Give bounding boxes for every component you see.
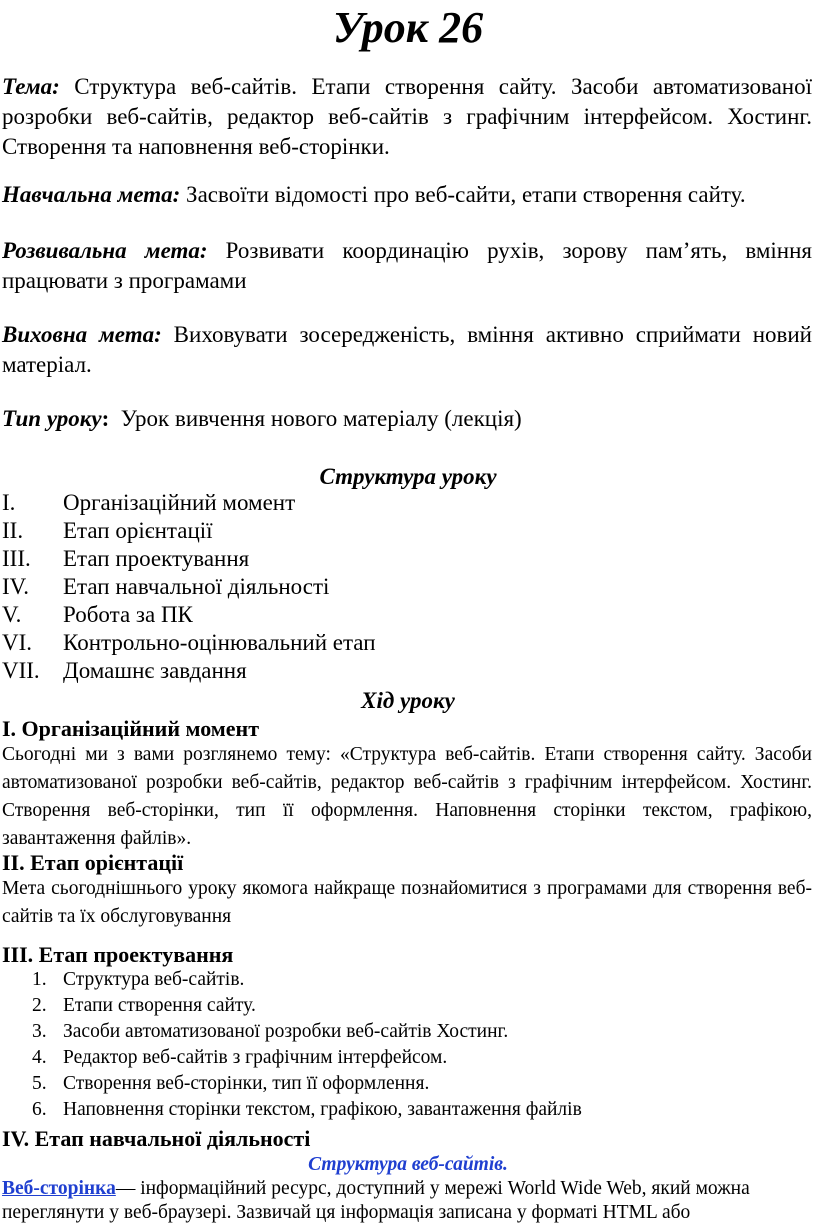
- section1-text: Сьогодні ми з вами розглянемо тему: «Структура веб-сайтів. Етапи створення сайту. Засоби автоматизованої розробки веб-сайтів, редактор веб-сайтів з графічним інтерфейсом. Хостинг. Створення веб-сторінки, тип її оформлення. Наповнення сторінки текстом, графікою, завантаження файлів».: [2, 744, 812, 849]
- list-item-text: Наповнення сторінки текстом, графікою, завантаження файлів: [63, 1099, 582, 1120]
- list-item-number: 1.: [32, 969, 47, 990]
- educational-goal-paragraph: [2, 180, 812, 210]
- list-item-number: 3.: [32, 1021, 47, 1042]
- lesson-title: Урок 26: [332, 3, 484, 52]
- list-item: [2, 489, 702, 517]
- list-item-number: 5.: [32, 1073, 47, 1094]
- list-item: [2, 629, 702, 657]
- section2-heading: II. Етап орієнтації: [2, 850, 184, 875]
- list-item-number: V.: [2, 602, 22, 627]
- list-item-text: Створення веб-сторінки, тип її оформлення.: [63, 1073, 430, 1094]
- list-item-number: VI.: [2, 630, 33, 655]
- topic-paragraph: [2, 72, 812, 162]
- list-item-text: Домашнє завдання: [63, 658, 247, 683]
- educational-goal-text: Засвоїти відомості про веб-сайти, етапи створення сайту.: [180, 182, 746, 207]
- lesson-type-colon: :: [101, 406, 110, 431]
- list-item-number: I.: [2, 490, 16, 515]
- list-item: [2, 967, 762, 993]
- list-item-number: III.: [2, 546, 31, 571]
- section2-text: Мета сьогоднішнього уроку якомога найкраще познайомитися з програмами для створення веб-сайтів та їх обслуговування: [2, 878, 812, 927]
- list-item-number: 2.: [32, 995, 47, 1016]
- section4-heading: IV. Етап навчальної діяльності: [2, 1126, 311, 1151]
- web-page-link[interactable]: Веб-сторінка: [2, 1178, 116, 1199]
- developmental-goal-label: Розвивальна мета:: [2, 238, 208, 263]
- definition-line-1: [2, 1177, 814, 1201]
- list-item: [2, 1097, 762, 1123]
- lesson-type-label: Тип уроку: [2, 406, 102, 431]
- list-item-number: II.: [2, 518, 24, 543]
- list-item-text: Етап орієнтації: [63, 518, 213, 543]
- list-item: [2, 517, 702, 545]
- progress-heading: Хід уроку: [361, 688, 455, 713]
- upbringing-goal-text: Виховувати зосередженість, вміння активно сприймати новий матеріал.: [2, 322, 812, 377]
- section1-heading: I. Організаційний момент: [2, 716, 260, 741]
- list-item: [2, 993, 762, 1019]
- developmental-goal-paragraph: [2, 236, 812, 296]
- section4-subheading: Структура веб-сайтів.: [308, 1154, 508, 1175]
- upbringing-goal-label: Виховна мета:: [2, 322, 162, 347]
- list-item: [2, 1071, 762, 1097]
- lesson-type-paragraph: [2, 404, 812, 434]
- list-item-text: Структура веб-сайтів.: [63, 969, 245, 990]
- list-item-number: 6.: [32, 1099, 47, 1120]
- educational-goal-label: Навчальна мета:: [2, 182, 181, 207]
- list-item: [2, 545, 702, 573]
- list-item: [2, 657, 702, 685]
- definition-text-1: — інформаційний ресурс, доступний у мережі World Wide Web, який можна: [115, 1178, 750, 1199]
- list-item-text: Етап навчальної діяльності: [63, 574, 330, 599]
- list-item: [2, 573, 702, 601]
- list-item-number: VII.: [2, 658, 40, 683]
- structure-heading: Структура уроку: [319, 464, 497, 489]
- list-item-text: Етап проектування: [63, 546, 250, 571]
- list-item-number: IV.: [2, 574, 30, 599]
- definition-line-2: переглянути у веб-браузері. Зазвичай ця інформація записана у форматі HTML або: [2, 1202, 691, 1223]
- plan-list: [2, 967, 762, 1123]
- list-item-text: Засоби автоматизованої розробки веб-сайтів Хостинг.: [63, 1021, 509, 1042]
- list-item: [2, 1019, 762, 1045]
- list-item-text: Робота за ПК: [63, 602, 193, 627]
- section3-heading: III. Етап проектування: [2, 942, 234, 967]
- list-item-text: Етапи створення сайту.: [63, 995, 256, 1016]
- developmental-goal-text: Розвивати координацію рухів, зорову пам’ять, вміння працювати з програмами: [2, 238, 812, 293]
- list-item: [2, 601, 702, 629]
- list-item: [2, 1045, 762, 1071]
- structure-list: [2, 489, 702, 685]
- topic-text: Структура веб-сайтів. Етапи створення сайту. Засоби автоматизованої розробки веб-сайтів, редактор веб-сайтів з графічним інтерфейсом. Хостинг. Створення та наповнення веб-сторінки.: [2, 74, 812, 159]
- list-item-text: Редактор веб-сайтів з графічним інтерфейсом.: [63, 1047, 448, 1068]
- list-item-text: Організаційний момент: [63, 490, 296, 515]
- list-item-text: Контрольно-оцінювальний етап: [63, 630, 376, 655]
- upbringing-goal-paragraph: [2, 320, 812, 380]
- topic-label: Тема:: [2, 74, 60, 99]
- list-item-number: 4.: [32, 1047, 47, 1068]
- lesson-type-text: Урок вивчення нового матеріалу (лекція): [109, 406, 522, 431]
